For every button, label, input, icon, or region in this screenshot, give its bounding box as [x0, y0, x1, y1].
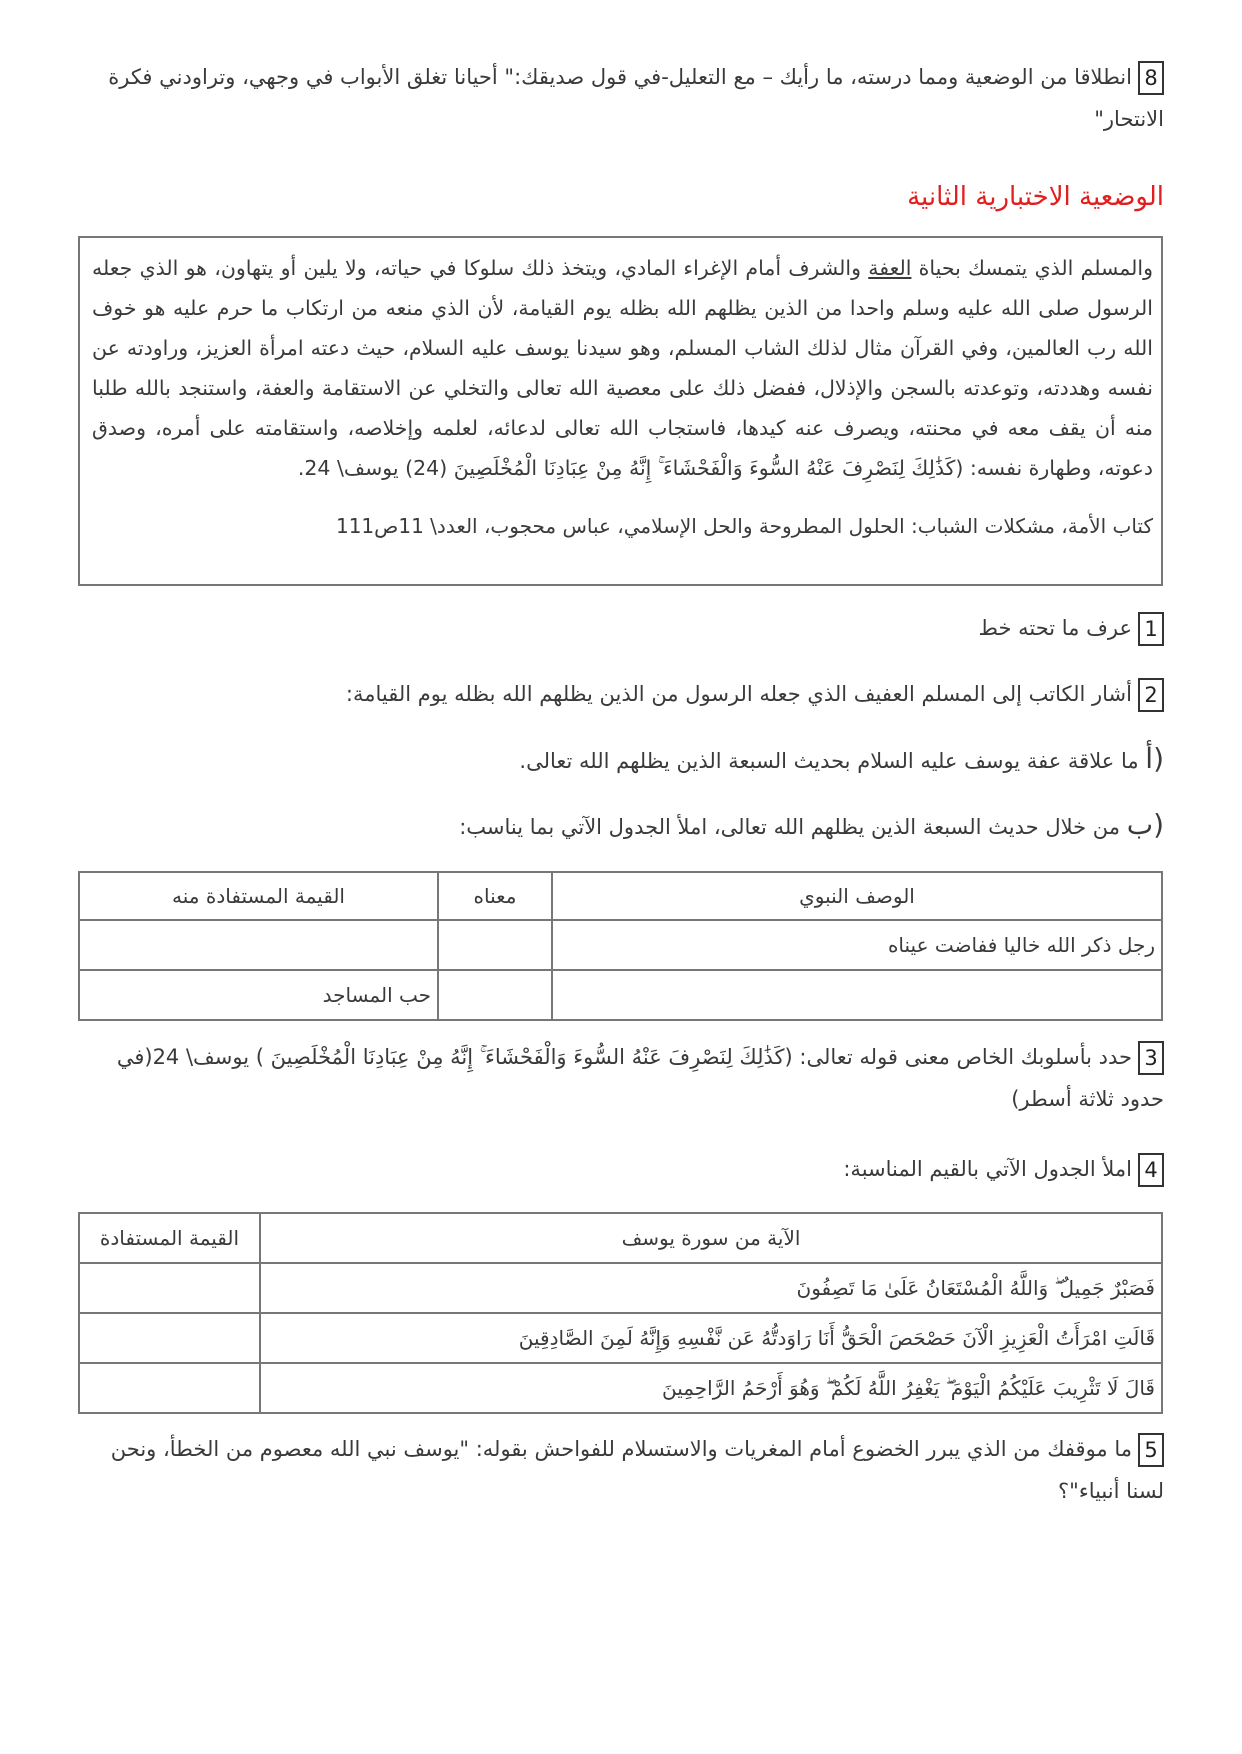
question-4 [843, 1148, 1164, 1190]
question-number: 3 [1138, 1041, 1164, 1075]
question-2b [459, 804, 1164, 848]
question-text: املأ الجدول الآتي بالقيم المناسبة: [843, 1157, 1132, 1181]
table-header-row [79, 1213, 1162, 1263]
table-row [79, 1363, 1162, 1413]
question-3 [74, 1036, 1164, 1120]
table-row [79, 1313, 1162, 1363]
question-text: أشار الكاتب إلى المسلم العفيف الذي جعله الرسول من الذين يظلهم الله بظله يوم القيامة: [345, 682, 1132, 706]
question-text: عرف ما تحته خط [978, 616, 1132, 640]
underlined-word: العفة [868, 256, 912, 280]
table-cell[interactable] [438, 920, 552, 970]
question-8 [74, 56, 1164, 140]
sub-question-label: (أ [1145, 742, 1164, 775]
question-number: 8 [1138, 61, 1164, 95]
table-row [79, 920, 1162, 970]
question-number: 4 [1138, 1153, 1164, 1187]
table-header: القيمة المستفادة منه [79, 872, 438, 920]
table-cell[interactable] [79, 1263, 260, 1313]
question-1 [979, 607, 1164, 649]
passage-box [78, 236, 1163, 586]
question-2a [519, 738, 1164, 782]
question-2 [346, 673, 1164, 715]
table-cell: قَالَ لَا تَثْرِيبَ عَلَيْكُمُ الْيَوْمَ ۖ يَغْفِرُ اللَّهُ لَكُمْ ۖ وَهُوَ أَرْحَمُ الرَّاحِمِينَ [260, 1363, 1162, 1413]
table-cell[interactable] [79, 920, 438, 970]
question-text: انطلاقا من الوضعية ومما درسته، ما رأيك – مع التعليل-في قول صديقك:" أحيانا تغلق الأبواب في وجهي، وتراودني فكرة الانتحار" [108, 65, 1164, 131]
question-number: 5 [1138, 1433, 1164, 1467]
passage-body: والشرف أمام الإغراء المادي، ويتخذ ذلك سلوكا في حياته، ولا يلين أو يتهاون، هو الذي جعله الرسول صلى الله عليه وسلم واحدا من الذين يظلهم الله بظله يوم القيامة، لأن الذي منعه من ارتكاب ما حرم عليه هو خوف الله رب العالمين، وفي القرآن مثال لذلك الشاب المسلم، وهو سيدنا يوسف عليه السلام، حيث دعته امرأة العزيز، وراودته عن نفسه وهددته، وتوعدته بالسجن والإذلال، ففضل ذلك على معصية الله تعالى والتخلي عن الاستقامة والعفة، واستنجد بالله طلبا منه أن يقف معه في محنته، ويصرف عنه كيدها، فاستجاب الله تعالى لدعائه، لعلمه وإخلاصه، واستقامته على أمره، وصدق دعوته، وطهارة نفسه: (كَذَٰلِكَ لِنَصْرِفَ عَنْهُ السُّوءَ وَالْفَحْشَاءَ ۚ إِنَّهُ مِنْ عِبَادِنَا الْمُخْلَصِينَ (24) يوسف\ 24. [92, 256, 1153, 480]
verses-table [78, 1212, 1163, 1414]
hadith-table [78, 871, 1163, 1021]
question-text: من خلال حديث السبعة الذين يظلهم الله تعالى، املأ الجدول الآتي بما يناسب: [459, 815, 1121, 839]
table-header: الآية من سورة يوسف [260, 1213, 1162, 1263]
table-cell[interactable] [79, 1313, 260, 1363]
question-text: حدد بأسلوبك الخاص معنى قوله تعالى: (كَذَٰلِكَ لِنَصْرِفَ عَنْهُ السُّوءَ وَالْفَحْشَاءَ ۚ إِنَّهُ مِنْ عِبَادِنَا الْمُخْلَصِينَ ) يوسف\ 24(في حدود ثلاثة أسطر) [116, 1045, 1164, 1111]
table-row [79, 970, 1162, 1020]
table-header-row [79, 872, 1162, 920]
table-cell[interactable]: حب المساجد [79, 970, 438, 1020]
passage-source: كتاب الأمة، مشكلات الشباب: الحلول المطروحة والحل الإسلامي، عباس محجوب، العدد\ 11ص111 [335, 514, 1153, 538]
question-text: ما علاقة عفة يوسف عليه السلام بحديث السبعة الذين يظلهم الله تعالى. [519, 749, 1139, 773]
passage-intro: والمسلم الذي يتمسك بحياة [911, 256, 1153, 280]
table-header: القيمة المستفادة [79, 1213, 260, 1263]
table-cell[interactable] [438, 970, 552, 1020]
table-cell: فَصَبْرٌ جَمِيلٌ ۖ وَاللَّهُ الْمُسْتَعَانُ عَلَىٰ مَا تَصِفُونَ [260, 1263, 1162, 1313]
table-cell[interactable] [79, 1363, 260, 1413]
table-cell[interactable] [552, 970, 1162, 1020]
question-number: 2 [1138, 678, 1164, 712]
question-number: 1 [1138, 612, 1164, 646]
table-row [79, 1263, 1162, 1313]
section-title: الوضعية الاختبارية الثانية [907, 182, 1164, 212]
question-text: ما موقفك من الذي يبرر الخضوع أمام المغريات والاستسلام للفواحش بقوله: "يوسف نبي الله معصوم من الخطأ، ونحن لسنا أنبياء"؟ [110, 1437, 1164, 1503]
table-header: معناه [438, 872, 552, 920]
table-cell[interactable]: رجل ذكر الله خاليا ففاضت عيناه [552, 920, 1162, 970]
question-5 [74, 1428, 1164, 1512]
sub-question-label: (ب [1126, 808, 1164, 841]
passage-text [92, 248, 1153, 488]
table-cell: قَالَتِ امْرَأَتُ الْعَزِيزِ الْآنَ حَصْحَصَ الْحَقُّ أَنَا رَاوَدتُّهُ عَن نَّفْسِهِ وَإِنَّهُ لَمِنَ الصَّادِقِينَ [260, 1313, 1162, 1363]
table-header: الوصف النبوي [552, 872, 1162, 920]
